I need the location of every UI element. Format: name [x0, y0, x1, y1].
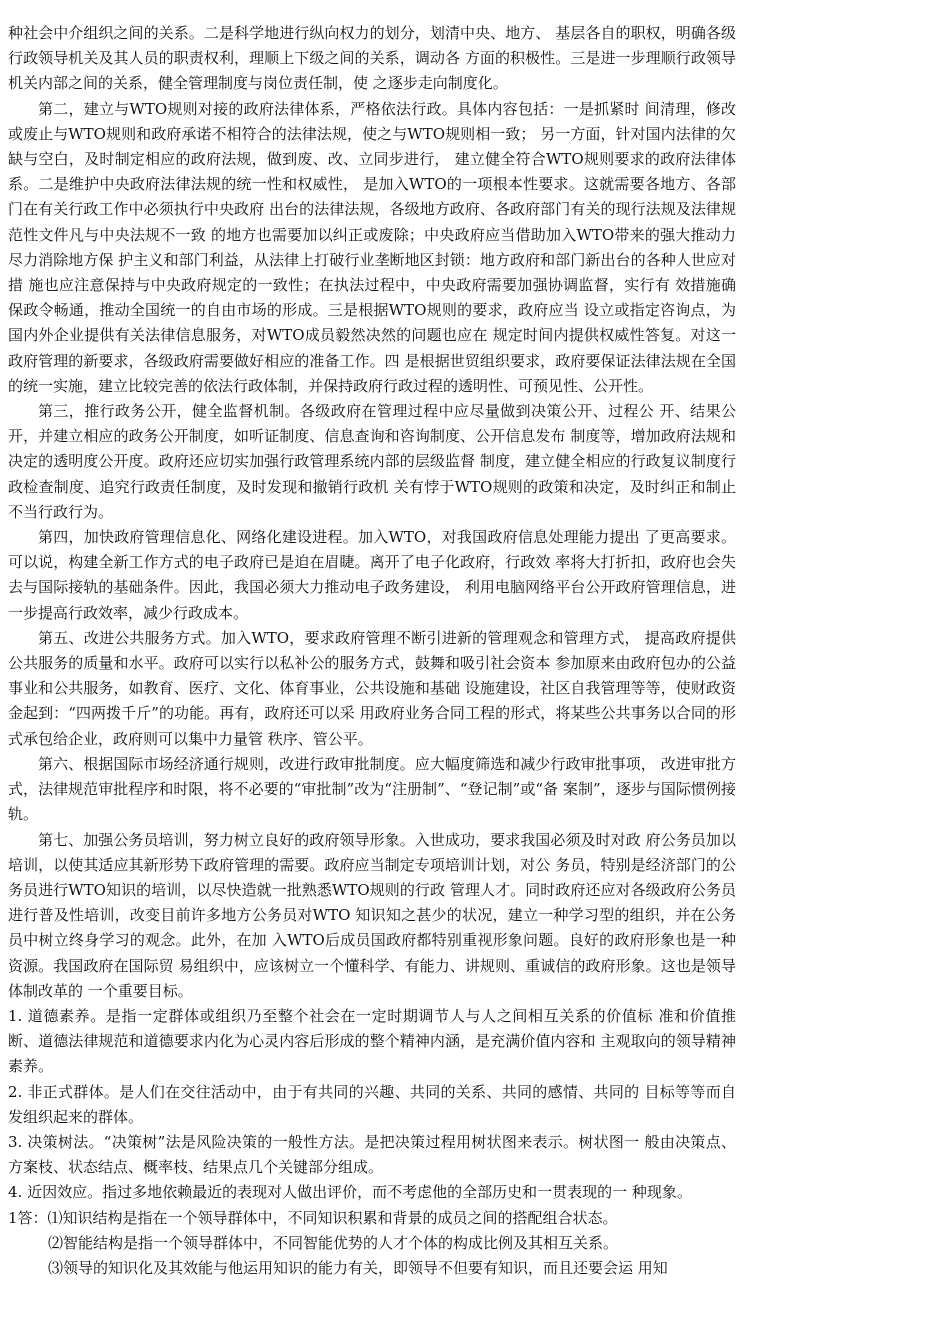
answer-first-line: 1答：⑴知识结构是指在一个领导群体中，不同知识积累和背景的成员之间的搭配组合状态。 [8, 1208, 618, 1227]
answer-sub-item: ⑵智能结构是指一个领导群体中，不同智能优势的人才个体的构成比例及其相互关系。 [48, 1233, 619, 1252]
paragraph: 种社会中介组织之间的关系。二是科学地进行纵向权力的划分，划清中央、地方、 基层各自的职权，明确各级行政领导机关及其人员的职责权利，理顺上下级之间的关系，调动各 方面的积极性。三是进一步理顺行政领导机关内部之间的关系，健全管理制度与岗位责任制，使 之逐步走向制度化。 [8, 24, 736, 93]
paragraph: 第四，加快政府管理信息化、网络化建设进程。加入WTO，对我国政府信息处理能力提出 了更高要求。可以说，构建全新工作方式的电子政府已是迫在眉睫。离开了电子化政府，行政效 率将大打折扣，政府也会失去与国际接轨的基础条件。因此，我国必须大力推动电子政务建设， 利用电脑网络平台公开政府管理信息，进一步提高行政效率，减少行政成本。 [8, 528, 736, 622]
paragraph: 1. 道德素养。是指一定群体或组织乃至整个社会在一定时期调节人与人之间相互关系的价值标 准和价值推断、道德法律规范和道德要求内化为心灵内容后形成的整个精神内涵，是充满价值内容和 主观取向的领导精神素养。 [8, 1006, 736, 1076]
document-body [8, 21, 736, 1206]
paragraph: 第五、改进公共服务方式。加入WTO，要求政府管理不断引进新的管理观念和管理方式， 提高政府提供公共服务的质量和水平。政府可以实行以私补公的服务方式，鼓舞和吸引社会资本 参加原来由政府包办的公益事业和公共服务，如教育、医疗、文化、体育事业，公共设施和基础 设施建设，社区自我管理等等，使财政资金起到：“四两拨千斤”的功能。再有，政府还可以采 用政府业务合同工程的形式，将某些公共事务以合同的形式承包给企业，政府则可以集中力量管 秩序、管公平。 [8, 628, 736, 748]
paragraph: 第七、加强公务员培训，努力树立良好的政府领导形象。入世成功，要求我国必须及时对政 府公务员加以培训，以使其适应其新形势下政府管理的需要。政府应当制定专项培训计划，对公 务员，特别是经济部门的公务员进行WTO知识的培训，以尽快造就一批熟悉WTO规则的行政 管理人才。同时政府还应对各级政府公务员进行普及性培训，改变目前许多地方公务员对WTO 知识知之甚少的状况，建立一种学习型的组织，并在公务员中树立终身学习的观念。此外，在加 入WTO后成员国政府都特别重视形象问题。良好的政府形象也是一种资源。我国政府在国际贸 易组织中，应该树立一个懂科学、有能力、讲规则、重诚信的政府形象。这也是领导体制改革的 一个重要目标。 [8, 830, 736, 1000]
paragraph: 第二，建立与WTO规则对接的政府法律体系，严格依法行政。具体内容包括：一是抓紧时 间清理，修改或废止与WTO规则和政府承诺不相符合的法律法规，使之与WTO规则相一致； 另一方面，针对国内法律的欠缺与空白，及时制定相应的政府法规，做到废、改、立同步进行， 建立健全符合WTO规则要求的政府法律体系。二是维护中央政府法律法规的统一性和权威性， 是加入WTO的一项根本性要求。这就需要各地方、各部门在有关行政工作中必须执行中央政府 出台的法律法规，各级地方政府、各政府部门有关的现行法规及法律规范性文件凡与中央法规不一致 的地方也需要加以纠正或废除；中央政府应当借助加入WTO带来的强大推动力尽力消除地方保 护主义和部门利益，从法律上打破行业垄断地区封锁：地方政府和部门新出台的各种人世应对措 施也应注意保持与中央政府规定的一致性；在执法过程中，中央政府需要加强协调监督，实行有 效措施确保政令畅通，推动全国统一的自由市场的形成。三是根据WTO规则的要求，政府应当 设立或指定咨询点，为国内外企业提供有关法律信息服务，对WTO成员毅然决然的问题也应在 规定时间内提供权威性答复。对这一政府管理的新要求，各级政府需要做好相应的准备工作。四 是根据世贸组织要求，政府要保证法律法规在全国的统一实施，建立比较完善的依法行政体制，并保持政府行政过程的透明性、可预见性、公开性。 [8, 99, 736, 395]
document-page [8, 21, 736, 1281]
paragraph: 第六、根据国际市场经济通行规则，改进行政审批制度。应大幅度筛选和减少行政审批事项， 改进审批方式，法律规范审批程序和时限，将不必要的“审批制”改为“注册制”、“登记制”或“备 案制”，逐步与国际惯例接轨。 [8, 754, 736, 824]
paragraph: 2. 非正式群体。是人们在交往活动中，由于有共同的兴趣、共同的关系、共同的感情、共同的 目标等等而自发组织起来的群体。 [8, 1082, 736, 1126]
paragraph: 3. 决策树法。“决策树”法是风险决策的一般性方法。是把决策过程用树状图来表示。树状图一 般由决策点、方案枝、状态结点、概率枝、结果点几个关键部分组成。 [8, 1132, 736, 1177]
answer-sub-item: ⑶领导的知识化及其效能与他运用知识的能力有关，即领导不但要有知识，而且还要会运 用知 [48, 1258, 668, 1277]
paragraph: 第三，推行政务公开，健全监督机制。各级政府在管理过程中应尽量做到决策公开、过程公 开、结果公开，并建立相应的政务公开制度，如听证制度、信息查询和咨询制度、公开信息发布 制度等，增加政府法规和决定的透明度公开度。政府还应切实加强行政管理系统内部的层级监督 制度，建立健全相应的行政复议制度行政检查制度、追究行政责任制度，及时发现和撤销行政机 关有悖于WTO规则的政策和决定，及时纠正和制止不当行政行为。 [8, 402, 736, 521]
paragraph: 4. 近因效应。指过多地依赖最近的表现对人做出评价，而不考虑他的全部历史和一贯表现的一 种现象。 [8, 1183, 692, 1202]
